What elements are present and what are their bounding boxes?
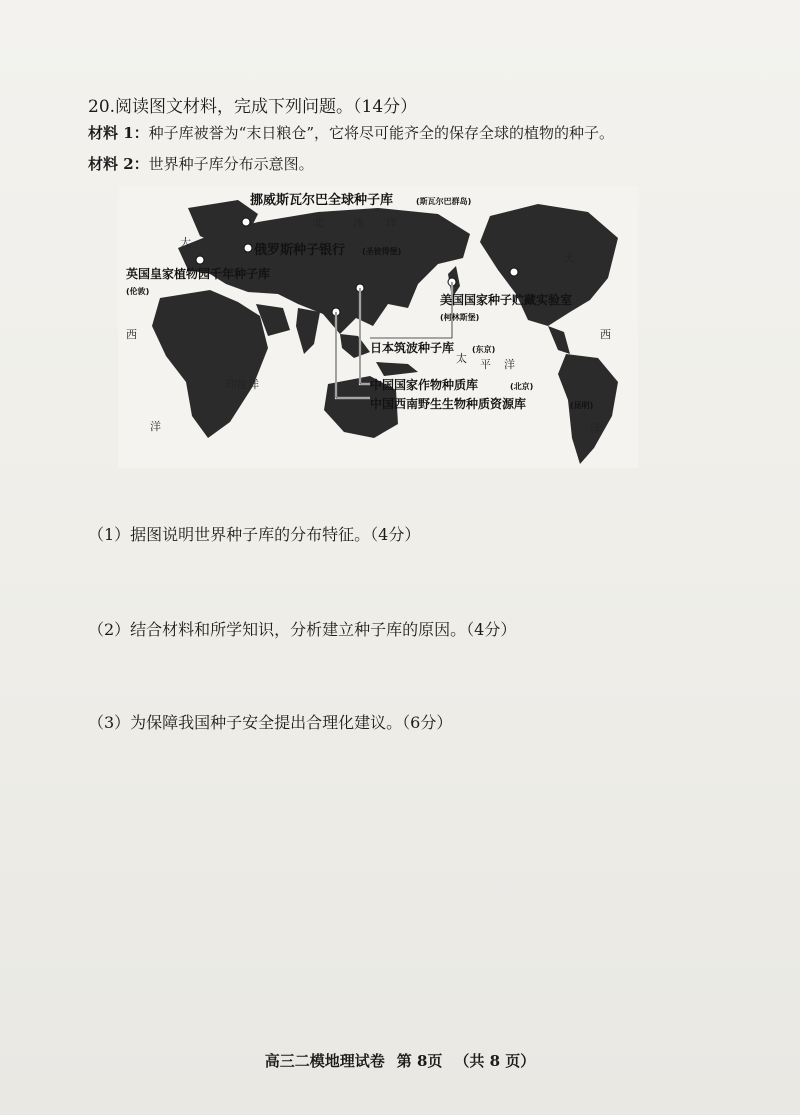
svg-text:太: 太 xyxy=(456,352,467,365)
svg-text:英国皇家植物园千年种子库: 英国皇家植物园千年种子库 xyxy=(126,267,271,281)
world-seed-bank-map xyxy=(118,186,638,468)
svg-text:中国国家作物种质库: 中国国家作物种质库 xyxy=(370,378,479,392)
svg-text:西: 西 xyxy=(600,328,611,341)
marker-svalbard-icon xyxy=(242,218,250,226)
question-title: 20.阅读图文材料，完成下列问题。（14分） xyxy=(88,97,418,117)
world-map-svg xyxy=(118,186,638,468)
svg-text:(昆明): (昆明) xyxy=(570,401,594,410)
material-2-label: 材料 2： xyxy=(88,155,149,173)
material-1 xyxy=(88,122,614,143)
svg-text:大: 大 xyxy=(564,252,575,265)
svg-text:(伦敦): (伦敦) xyxy=(126,287,150,296)
svg-text:日本筑波种子库: 日本筑波种子库 xyxy=(370,341,455,355)
svg-text:冰: 冰 xyxy=(353,216,364,229)
footer-page-number: 第 8页 xyxy=(396,1052,443,1070)
svg-text:洋: 洋 xyxy=(150,420,161,433)
svg-text:平: 平 xyxy=(480,358,491,371)
material-2-text: 世界种子库分布示意图。 xyxy=(148,155,314,173)
svg-text:(北京): (北京) xyxy=(510,382,534,391)
marker-fort-collins-icon xyxy=(510,268,518,276)
material-1-label: 材料 1： xyxy=(88,124,149,142)
svg-text:洋: 洋 xyxy=(386,216,397,229)
svg-text:洋: 洋 xyxy=(504,358,515,371)
svg-text:(东京): (东京) xyxy=(472,345,496,354)
footer-total-pages: （共 8 页） xyxy=(454,1052,536,1070)
svg-text:洋: 洋 xyxy=(590,422,601,435)
svg-text:北: 北 xyxy=(313,216,324,229)
svg-text:西: 西 xyxy=(126,328,137,341)
svg-text:俄罗斯种子银行: 俄罗斯种子银行 xyxy=(254,243,346,258)
question-1: （1）据图说明世界种子库的分布特征。（4分） xyxy=(88,525,421,544)
footer-exam-name: 高三二模地理试卷 xyxy=(264,1052,385,1070)
marker-london-icon xyxy=(196,256,204,264)
svg-text:中国西南野生生物种质资源库: 中国西南野生生物种质资源库 xyxy=(370,397,527,411)
svg-text:(圣彼得堡): (圣彼得堡) xyxy=(362,247,402,256)
page-footer xyxy=(0,1050,800,1071)
svg-text:(柯林斯堡): (柯林斯堡) xyxy=(440,313,480,322)
material-2 xyxy=(88,153,314,174)
material-1-text: 种子库被誉为“末日粮仓”，它将尽可能齐全的保存全球的植物的种子。 xyxy=(148,124,615,142)
question-2: （2）结合材料和所学知识，分析建立种子库的原因。（4分） xyxy=(88,620,517,639)
question-3: （3）为保障我国种子安全提出合理化建议。（6分） xyxy=(88,713,453,732)
svg-text:印度洋: 印度洋 xyxy=(226,378,259,391)
svg-text:美国国家种子贮藏实验室: 美国国家种子贮藏实验室 xyxy=(440,293,573,307)
svg-text:挪威斯瓦尔巴全球种子库: 挪威斯瓦尔巴全球种子库 xyxy=(250,193,394,208)
svg-text:大: 大 xyxy=(180,236,191,249)
svg-text:(斯瓦尔巴群岛): (斯瓦尔巴群岛) xyxy=(416,197,472,206)
marker-st-petersburg-icon xyxy=(244,244,252,252)
